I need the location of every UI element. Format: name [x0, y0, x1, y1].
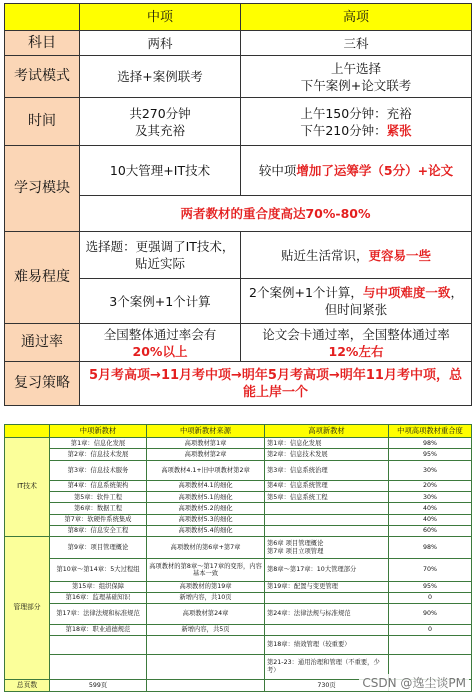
table-row-12-source: 高项教材第24章	[147, 604, 265, 624]
mode-mid: 选择+案例联考	[80, 56, 241, 98]
table-row-10-high: 第19章：配置与变更管理	[265, 581, 389, 592]
table-row-1-high: 第2章：信息技术发展	[265, 449, 389, 460]
time-mid-line1: 共270分钟	[129, 105, 191, 121]
modules-high-added: 增加了运筹学（5分）+论文	[296, 163, 454, 178]
table-row-14-mid	[50, 635, 147, 654]
table-row-7-overlap: 60%	[389, 525, 472, 536]
label-exam-mode: 考试模式	[5, 56, 80, 98]
table-row-14-high: 第18章：绩效管理（较重要）	[265, 635, 389, 654]
passrate-high	[241, 324, 472, 362]
modules-overlap: 两者教材的重合度高达70%-80%	[80, 196, 472, 232]
detail-header-blank	[5, 425, 50, 438]
table-row-9-source: 高项教材的第8章～第17章的变形，内容基本一致	[147, 559, 265, 581]
difficulty-mid-case: 3个案例+1个计算	[80, 279, 241, 324]
table-row-11-mid: 第16章：监理基础知识	[50, 593, 147, 604]
strategy-text: 5月考高项→11月考中项→明年5月考高项→明年11月考中项，总能上岸一个	[80, 362, 472, 406]
table-row-8-source: 高项教材的第6章+第7章	[147, 537, 265, 559]
table-row-0-overlap: 98%	[389, 438, 472, 449]
detail-header-overlap: 中项高项教材重合度	[389, 425, 472, 438]
subjects-high: 三科	[241, 31, 472, 56]
header-high: 高项	[241, 4, 472, 31]
table-row-8-overlap: 98%	[389, 537, 472, 559]
modules-mid: 10大管理+IT技术	[80, 146, 241, 196]
table-row-5-source: 高项教材5.2的细化	[147, 503, 265, 514]
table-row-2-mid: 第3章：信息技术服务	[50, 460, 147, 480]
mode-high	[241, 56, 472, 98]
table-row-12-overlap: 90%	[389, 604, 472, 624]
label-passrate: 通过率	[5, 324, 80, 362]
passrate-high-text: 论文会卡通过率，全国整体通过率	[262, 326, 450, 342]
modules-high	[241, 146, 472, 196]
table-row-8-high: 第6章 项目管理概论 第7章 项目立项管理	[265, 537, 389, 559]
detail-header-high: 高项新教材	[265, 425, 389, 438]
header-mid: 中项	[80, 4, 241, 31]
time-mid	[80, 98, 241, 146]
table-row-7-high	[265, 525, 389, 536]
total-mid-pages: 599页	[50, 679, 147, 691]
table-row-1-mid: 第2章：信息技术发展	[50, 449, 147, 460]
table-row-14-overlap	[389, 635, 472, 654]
table-row-5-high	[265, 503, 389, 514]
table-row-11-source: 新增内容，共10页	[147, 593, 265, 604]
table-row-7-source: 高项教材5.4的细化	[147, 525, 265, 536]
passrate-high-value: 12%左右	[328, 343, 384, 359]
total-high-pages: 730页	[265, 679, 389, 691]
table-row-2-high: 第3章：信息系统治理	[265, 460, 389, 480]
label-strategy: 复习策略	[5, 362, 80, 406]
time-high	[241, 98, 472, 146]
table-row-11-high	[265, 593, 389, 604]
passrate-mid-value: 20%以上	[132, 343, 188, 359]
table-row-6-mid: 第7章：软硬件系统集成	[50, 514, 147, 525]
table-row-15-mid	[50, 655, 147, 679]
textbook-detail-table	[4, 424, 472, 692]
detail-header-source: 中项新教材来源	[147, 425, 265, 438]
table-row-8-mid: 第9章：项目管理概论	[50, 537, 147, 559]
table-row-1-source: 高项教材第2章	[147, 449, 265, 460]
subjects-mid: 两科	[80, 31, 241, 56]
table-row-4-high: 第5章：信息系统工程	[265, 492, 389, 503]
category-management: 管理部分	[5, 537, 50, 680]
table-row-2-source: 高项教材4.1+旧中项教材第2章	[147, 460, 265, 480]
difficulty-high-case-text: 2个案例+1个计算，	[249, 285, 363, 300]
table-row-7-mid: 第8章：信息安全工程	[50, 525, 147, 536]
time-high-line2-text: 下午210分钟：	[300, 122, 387, 138]
table-row-2-overlap: 30%	[389, 460, 472, 480]
table-row-15-source	[147, 655, 265, 679]
label-modules: 学习模块	[5, 146, 80, 232]
passrate-mid	[80, 324, 241, 362]
table-row-14-source	[147, 635, 265, 654]
detail-header-mid: 中项新教材	[50, 425, 147, 438]
difficulty-high-case	[241, 279, 472, 324]
mode-high-line1: 上午选择	[330, 60, 381, 76]
table-row-0-mid: 第1章：信息化发展	[50, 438, 147, 449]
difficulty-high-same: 与中项难度一致	[362, 285, 451, 300]
modules-high-prefix: 较中项	[258, 163, 297, 178]
total-source-blank	[147, 679, 265, 691]
watermark: CSDN @逸尘谈PM	[359, 674, 469, 691]
table-row-6-source: 高项教材5.3的细化	[147, 514, 265, 525]
table-row-4-mid: 第5章：软件工程	[50, 492, 147, 503]
table-row-6-high	[265, 514, 389, 525]
table-row-0-high: 第1章：信息化发展	[265, 438, 389, 449]
comparison-table	[4, 3, 472, 406]
passrate-mid-text: 全国整体通过率会有	[103, 326, 217, 342]
table-row-4-overlap: 30%	[389, 492, 472, 503]
table-row-15-high: 第21-23：通用治理和管理（不重要，少考）	[265, 655, 389, 679]
category-total-pages: 总页数	[5, 679, 50, 691]
table-row-13-overlap: 0	[389, 624, 472, 635]
difficulty-mid-choice: 选择题：更强调了IT技术，贴近实际	[80, 232, 241, 279]
table-row-9-overlap: 70%	[389, 559, 472, 581]
table-row-11-overlap: 0	[389, 593, 472, 604]
table-row-6-overlap: 40%	[389, 514, 472, 525]
header-blank	[5, 4, 80, 31]
table-row-3-high: 第4章：信息系统管理	[265, 481, 389, 492]
mode-high-line2: 下午案例+论文联考	[300, 77, 412, 93]
time-mid-line2: 及其充裕	[134, 122, 185, 138]
table-row-5-mid: 第6章：数据工程	[50, 503, 147, 514]
label-difficulty: 难易程度	[5, 232, 80, 324]
table-row-1-overlap: 95%	[389, 449, 472, 460]
label-time: 时间	[5, 98, 80, 146]
category-it: IT技术	[5, 438, 50, 537]
table-row-3-overlap: 20%	[389, 481, 472, 492]
table-row-5-overlap: 40%	[389, 503, 472, 514]
table-row-13-source: 新增内容，共5页	[147, 624, 265, 635]
difficulty-high-choice-text: 贴近生活常识，	[280, 247, 369, 263]
table-row-10-overlap: 95%	[389, 581, 472, 592]
table-row-0-source: 高项教材第1章	[147, 438, 265, 449]
time-high-line1: 上午150分钟：充裕	[300, 105, 412, 121]
table-row-9-high: 第8章～第17章：10大管理部分	[265, 559, 389, 581]
table-row-13-high	[265, 624, 389, 635]
time-high-line2	[244, 122, 468, 139]
table-row-9-mid: 第10章～第14章：5大过程组	[50, 559, 147, 581]
table-row-12-mid: 第17章：法律法规和标准规范	[50, 604, 147, 624]
table-row-3-source: 高项教材4.1的细化	[147, 481, 265, 492]
table-row-3-mid: 第4章：信息系统架构	[50, 481, 147, 492]
label-subjects: 科目	[5, 31, 80, 56]
table-row-10-mid: 第15章：组织保障	[50, 581, 147, 592]
table-row-12-high: 第24章：法律法规与标准规范	[265, 604, 389, 624]
difficulty-high-easier: 更容易一些	[368, 247, 432, 263]
difficulty-high-choice	[241, 232, 472, 279]
table-row-4-source: 高项教材5.1的细化	[147, 492, 265, 503]
table-row-10-source: 高项教材的第19章	[147, 581, 265, 592]
table-row-13-mid: 第18章：职业道德规范	[50, 624, 147, 635]
time-high-tense: 紧张	[386, 122, 412, 138]
difficulty-high-case-tail: ，但时间紧张	[324, 285, 463, 317]
